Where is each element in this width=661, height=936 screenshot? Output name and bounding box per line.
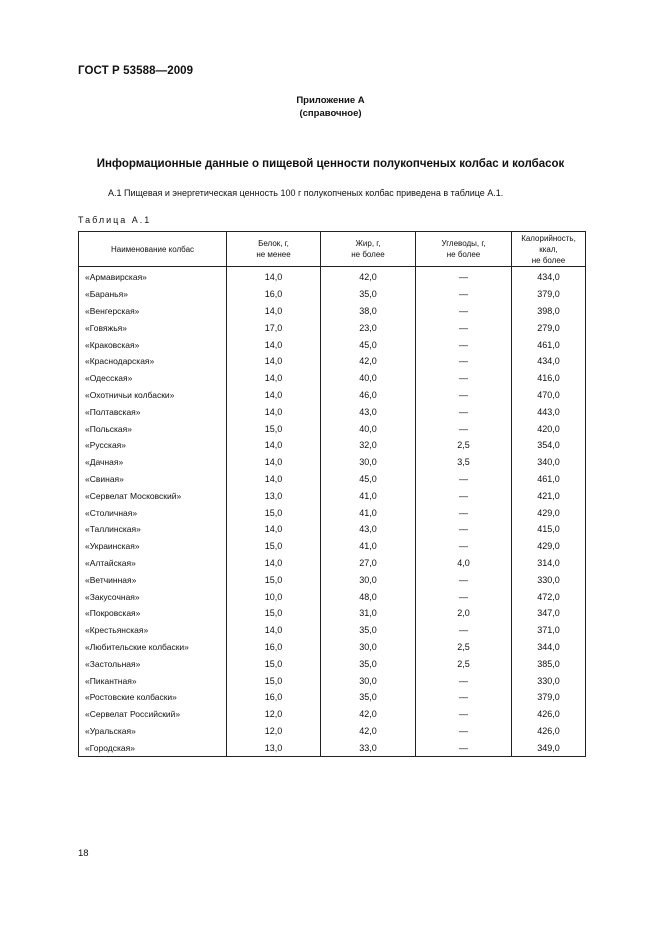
cell-protein: 16,0 bbox=[227, 689, 321, 706]
cell-fat: 41,0 bbox=[321, 487, 416, 504]
cell-protein: 14,0 bbox=[227, 303, 321, 320]
appendix-title: Приложение А bbox=[296, 95, 365, 106]
cell-name: «Уральская» bbox=[79, 723, 227, 740]
table-row bbox=[79, 605, 586, 622]
cell-protein: 12,0 bbox=[227, 723, 321, 740]
cell-calories: 426,0 bbox=[512, 723, 586, 740]
table-row bbox=[79, 336, 586, 353]
cell-name: «Крестьянская» bbox=[79, 622, 227, 639]
cell-fat: 48,0 bbox=[321, 588, 416, 605]
cell-name: «Краковская» bbox=[79, 336, 227, 353]
cell-calories: 349,0 bbox=[512, 739, 586, 756]
header-protein-label: Белок, г, bbox=[258, 239, 289, 248]
cell-calories: 461,0 bbox=[512, 471, 586, 488]
cell-name: «Охотничьи колбаски» bbox=[79, 387, 227, 404]
cell-carbs: — bbox=[416, 689, 512, 706]
cell-carbs: 3,5 bbox=[416, 454, 512, 471]
cell-name: «Ветчинная» bbox=[79, 571, 227, 588]
header-carbs bbox=[416, 232, 512, 267]
table-row bbox=[79, 689, 586, 706]
table-row bbox=[79, 538, 586, 555]
cell-carbs: — bbox=[416, 403, 512, 420]
cell-calories: 330,0 bbox=[512, 672, 586, 689]
table-row bbox=[79, 655, 586, 672]
cell-carbs: 4,0 bbox=[416, 555, 512, 572]
cell-name: «Одесская» bbox=[79, 370, 227, 387]
table-row bbox=[79, 437, 586, 454]
cell-fat: 40,0 bbox=[321, 420, 416, 437]
cell-fat: 43,0 bbox=[321, 521, 416, 538]
cell-calories: 279,0 bbox=[512, 319, 586, 336]
cell-carbs: — bbox=[416, 353, 512, 370]
cell-carbs: — bbox=[416, 723, 512, 740]
header-fat bbox=[321, 232, 416, 267]
cell-carbs: — bbox=[416, 286, 512, 303]
document-code: ГОСТ Р 53588—2009 bbox=[78, 65, 194, 77]
table-row bbox=[79, 319, 586, 336]
cell-calories: 429,0 bbox=[512, 538, 586, 555]
cell-calories: 314,0 bbox=[512, 555, 586, 572]
header-calories-sub: не более bbox=[531, 255, 566, 265]
cell-calories: 470,0 bbox=[512, 387, 586, 404]
cell-carbs: — bbox=[416, 487, 512, 504]
cell-fat: 42,0 bbox=[321, 267, 416, 286]
cell-carbs: — bbox=[416, 267, 512, 286]
table-label: Таблица А.1 bbox=[78, 215, 152, 225]
cell-protein: 13,0 bbox=[227, 739, 321, 756]
cell-fat: 31,0 bbox=[321, 605, 416, 622]
cell-fat: 41,0 bbox=[321, 504, 416, 521]
cell-fat: 45,0 bbox=[321, 336, 416, 353]
cell-name: «Полтавская» bbox=[79, 403, 227, 420]
header-name bbox=[79, 232, 227, 267]
cell-calories: 415,0 bbox=[512, 521, 586, 538]
cell-protein: 14,0 bbox=[227, 454, 321, 471]
cell-calories: 426,0 bbox=[512, 706, 586, 723]
cell-fat: 32,0 bbox=[321, 437, 416, 454]
cell-calories: 379,0 bbox=[512, 286, 586, 303]
table-row bbox=[79, 286, 586, 303]
table-row bbox=[79, 303, 586, 320]
cell-fat: 23,0 bbox=[321, 319, 416, 336]
table-row bbox=[79, 622, 586, 639]
cell-name: «Сервелат Московский» bbox=[79, 487, 227, 504]
cell-carbs: 2,0 bbox=[416, 605, 512, 622]
cell-name: «Венгерская» bbox=[79, 303, 227, 320]
cell-protein: 15,0 bbox=[227, 672, 321, 689]
cell-calories: 434,0 bbox=[512, 353, 586, 370]
cell-fat: 42,0 bbox=[321, 353, 416, 370]
cell-name: «Любительские колбаски» bbox=[79, 639, 227, 656]
cell-fat: 35,0 bbox=[321, 689, 416, 706]
table-row bbox=[79, 353, 586, 370]
cell-protein: 10,0 bbox=[227, 588, 321, 605]
cell-calories: 347,0 bbox=[512, 605, 586, 622]
cell-fat: 42,0 bbox=[321, 723, 416, 740]
cell-calories: 385,0 bbox=[512, 655, 586, 672]
cell-protein: 15,0 bbox=[227, 420, 321, 437]
header-protein bbox=[227, 232, 321, 267]
cell-calories: 434,0 bbox=[512, 267, 586, 286]
table-row bbox=[79, 471, 586, 488]
nutrition-table bbox=[78, 231, 586, 757]
cell-protein: 14,0 bbox=[227, 336, 321, 353]
cell-name: «Пикантная» bbox=[79, 672, 227, 689]
cell-name: «Армавирская» bbox=[79, 267, 227, 286]
cell-carbs: 2,5 bbox=[416, 655, 512, 672]
intro-paragraph: А.1 Пищевая и энергетическая ценность 100 г полукопченых колбас приведена в таблице А.1. bbox=[108, 188, 504, 198]
header-name-label: Наименование колбас bbox=[110, 244, 195, 254]
cell-name: «Баранья» bbox=[79, 286, 227, 303]
cell-carbs: — bbox=[416, 521, 512, 538]
cell-name: «Городская» bbox=[79, 739, 227, 756]
cell-fat: 40,0 bbox=[321, 370, 416, 387]
cell-calories: 443,0 bbox=[512, 403, 586, 420]
table-row bbox=[79, 487, 586, 504]
table-body bbox=[79, 267, 586, 757]
header-fat-label: Жир, г, bbox=[355, 239, 381, 248]
cell-fat: 30,0 bbox=[321, 571, 416, 588]
cell-protein: 15,0 bbox=[227, 538, 321, 555]
cell-name: «Столичная» bbox=[79, 504, 227, 521]
cell-protein: 14,0 bbox=[227, 471, 321, 488]
cell-calories: 420,0 bbox=[512, 420, 586, 437]
cell-carbs: — bbox=[416, 319, 512, 336]
cell-fat: 42,0 bbox=[321, 706, 416, 723]
cell-protein: 15,0 bbox=[227, 504, 321, 521]
cell-protein: 14,0 bbox=[227, 370, 321, 387]
table-row bbox=[79, 420, 586, 437]
cell-fat: 38,0 bbox=[321, 303, 416, 320]
cell-name: «Сервелат Российский» bbox=[79, 706, 227, 723]
cell-name: «Украинская» bbox=[79, 538, 227, 555]
cell-carbs: — bbox=[416, 336, 512, 353]
cell-fat: 46,0 bbox=[321, 387, 416, 404]
cell-fat: 30,0 bbox=[321, 672, 416, 689]
table-header-row bbox=[79, 232, 586, 267]
cell-protein: 12,0 bbox=[227, 706, 321, 723]
cell-name: «Застольная» bbox=[79, 655, 227, 672]
cell-protein: 14,0 bbox=[227, 387, 321, 404]
cell-fat: 27,0 bbox=[321, 555, 416, 572]
cell-fat: 45,0 bbox=[321, 471, 416, 488]
cell-fat: 41,0 bbox=[321, 538, 416, 555]
cell-protein: 14,0 bbox=[227, 521, 321, 538]
cell-protein: 15,0 bbox=[227, 605, 321, 622]
appendix-note: (справочное) bbox=[299, 108, 362, 119]
cell-fat: 35,0 bbox=[321, 286, 416, 303]
cell-name: «Русская» bbox=[79, 437, 227, 454]
cell-protein: 13,0 bbox=[227, 487, 321, 504]
cell-protein: 14,0 bbox=[227, 622, 321, 639]
cell-calories: 354,0 bbox=[512, 437, 586, 454]
header-carbs-sub: не более bbox=[446, 250, 481, 259]
cell-carbs: — bbox=[416, 370, 512, 387]
cell-protein: 16,0 bbox=[227, 286, 321, 303]
table-row bbox=[79, 387, 586, 404]
cell-fat: 35,0 bbox=[321, 622, 416, 639]
table-row bbox=[79, 571, 586, 588]
cell-carbs: 2,5 bbox=[416, 639, 512, 656]
cell-name: «Дачная» bbox=[79, 454, 227, 471]
cell-protein: 17,0 bbox=[227, 319, 321, 336]
cell-calories: 371,0 bbox=[512, 622, 586, 639]
cell-carbs: — bbox=[416, 672, 512, 689]
cell-calories: 379,0 bbox=[512, 689, 586, 706]
cell-protein: 16,0 bbox=[227, 639, 321, 656]
cell-name: «Закусочная» bbox=[79, 588, 227, 605]
cell-carbs: — bbox=[416, 303, 512, 320]
cell-carbs: — bbox=[416, 588, 512, 605]
header-carbs-label: Углеводы, г, bbox=[441, 239, 486, 248]
cell-fat: 30,0 bbox=[321, 639, 416, 656]
table-row bbox=[79, 672, 586, 689]
header-protein-sub: не менее bbox=[256, 250, 291, 259]
cell-name: «Польская» bbox=[79, 420, 227, 437]
cell-name: «Ростовские колбаски» bbox=[79, 689, 227, 706]
cell-fat: 43,0 bbox=[321, 403, 416, 420]
cell-fat: 30,0 bbox=[321, 454, 416, 471]
cell-name: «Алтайская» bbox=[79, 555, 227, 572]
cell-name: «Покровская» bbox=[79, 605, 227, 622]
cell-carbs: — bbox=[416, 571, 512, 588]
cell-carbs: — bbox=[416, 622, 512, 639]
cell-protein: 14,0 bbox=[227, 437, 321, 454]
table-row bbox=[79, 403, 586, 420]
table-row bbox=[79, 739, 586, 756]
cell-calories: 429,0 bbox=[512, 504, 586, 521]
header-calories-label: Калорийность, ккал, bbox=[521, 233, 576, 254]
cell-calories: 340,0 bbox=[512, 454, 586, 471]
cell-protein: 14,0 bbox=[227, 267, 321, 286]
header-fat-sub: не более bbox=[351, 250, 385, 259]
table-row bbox=[79, 706, 586, 723]
cell-calories: 344,0 bbox=[512, 639, 586, 656]
cell-carbs: — bbox=[416, 387, 512, 404]
cell-calories: 398,0 bbox=[512, 303, 586, 320]
cell-name: «Говяжья» bbox=[79, 319, 227, 336]
header-calories bbox=[512, 232, 586, 267]
cell-carbs: 2,5 bbox=[416, 437, 512, 454]
cell-carbs: — bbox=[416, 706, 512, 723]
cell-protein: 14,0 bbox=[227, 555, 321, 572]
cell-calories: 416,0 bbox=[512, 370, 586, 387]
cell-calories: 421,0 bbox=[512, 487, 586, 504]
table-row bbox=[79, 454, 586, 471]
table-row bbox=[79, 267, 586, 286]
cell-name: «Таллинская» bbox=[79, 521, 227, 538]
table-row bbox=[79, 370, 586, 387]
cell-fat: 35,0 bbox=[321, 655, 416, 672]
table-row bbox=[79, 521, 586, 538]
table-row bbox=[79, 588, 586, 605]
section-heading: Информационные данные о пищевой ценности полукопченых колбас и колбасок bbox=[96, 158, 565, 170]
cell-calories: 330,0 bbox=[512, 571, 586, 588]
table-row bbox=[79, 639, 586, 656]
cell-carbs: — bbox=[416, 504, 512, 521]
cell-carbs: — bbox=[416, 739, 512, 756]
cell-name: «Краснодарская» bbox=[79, 353, 227, 370]
table-row bbox=[79, 504, 586, 521]
table-row bbox=[79, 555, 586, 572]
table-row bbox=[79, 723, 586, 740]
cell-protein: 14,0 bbox=[227, 353, 321, 370]
cell-fat: 33,0 bbox=[321, 739, 416, 756]
cell-carbs: — bbox=[416, 420, 512, 437]
cell-carbs: — bbox=[416, 471, 512, 488]
cell-calories: 461,0 bbox=[512, 336, 586, 353]
cell-protein: 15,0 bbox=[227, 571, 321, 588]
cell-protein: 15,0 bbox=[227, 655, 321, 672]
page-number: 18 bbox=[78, 848, 89, 859]
cell-protein: 14,0 bbox=[227, 403, 321, 420]
cell-name: «Свиная» bbox=[79, 471, 227, 488]
cell-carbs: — bbox=[416, 538, 512, 555]
cell-calories: 472,0 bbox=[512, 588, 586, 605]
